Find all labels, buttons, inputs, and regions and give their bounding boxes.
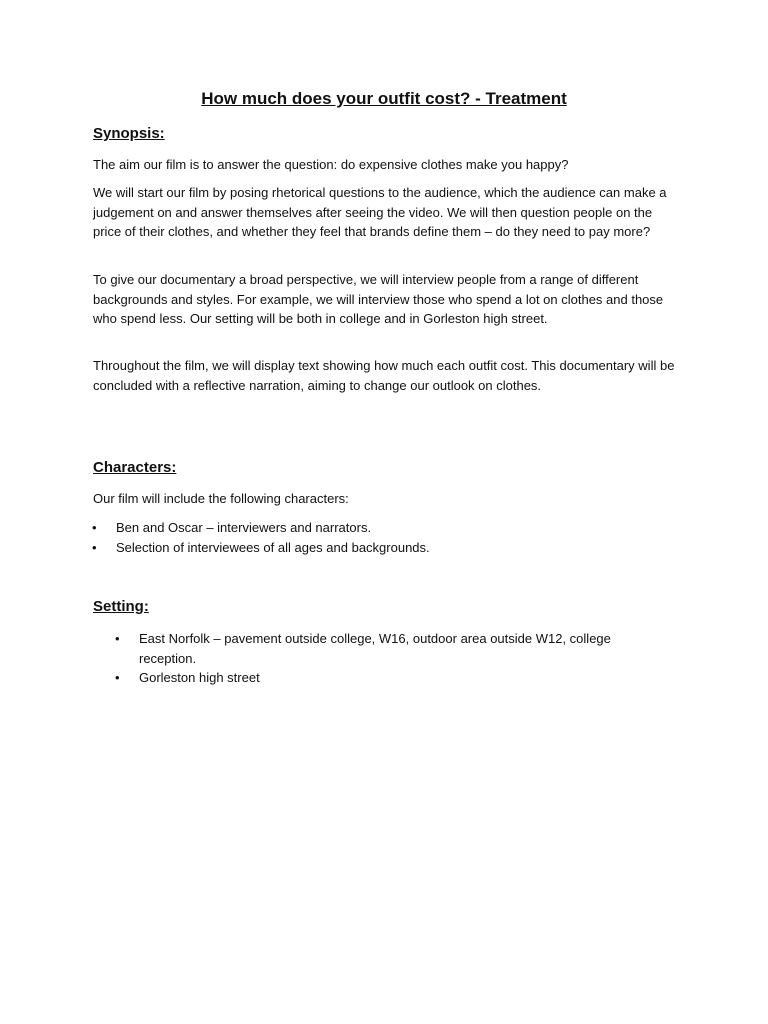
list-item-text: Gorleston high street bbox=[139, 670, 260, 685]
synopsis-paragraph: Throughout the film, we will display text showing how much each outfit cost. This documentary will be concluded with a reflective narration, aiming to change our outlook on clothes. bbox=[93, 358, 675, 393]
synopsis-heading: Synopsis: bbox=[93, 125, 165, 142]
list-item-text: Selection of interviewees of all ages and backgrounds. bbox=[116, 539, 430, 555]
bullet-icon: • bbox=[115, 631, 120, 646]
bullet-icon: • bbox=[92, 539, 97, 555]
synopsis-paragraph: We will start our film by posing rhetorical questions to the audience, which the audience can make a judgement on and answer themselves after seeing the video. We will then question people on the price of their clothes, and whether they feel that brands define them – do they need to pay more? bbox=[93, 185, 667, 239]
list-item bbox=[92, 518, 676, 538]
bullet-icon: • bbox=[92, 520, 97, 535]
list-item bbox=[115, 629, 669, 668]
characters-heading: Characters: bbox=[93, 459, 177, 476]
list-item bbox=[92, 538, 676, 558]
list-item-text: Ben and Oscar – interviewers and narrators. bbox=[116, 520, 372, 535]
characters-list bbox=[92, 518, 676, 557]
bullet-icon: • bbox=[115, 670, 120, 685]
list-item bbox=[115, 668, 669, 688]
setting-heading: Setting: bbox=[93, 598, 149, 615]
setting-list bbox=[115, 629, 669, 688]
characters-intro: Our film will include the following characters: bbox=[93, 491, 349, 506]
list-item-text: East Norfolk – pavement outside college, W16, outdoor area outside W12, college reception. bbox=[139, 631, 611, 666]
synopsis-paragraph: The aim our film is to answer the question: do expensive clothes make you happy? bbox=[93, 157, 569, 172]
synopsis-paragraph: To give our documentary a broad perspective, we will interview people from a range of different backgrounds and styles. For example, we will interview those who spend a lot on clothes and those who spend less. Our setting will be both in college and in Gorleston high street. bbox=[93, 272, 664, 326]
document-title: How much does your outfit cost? - Treatment bbox=[201, 89, 567, 108]
